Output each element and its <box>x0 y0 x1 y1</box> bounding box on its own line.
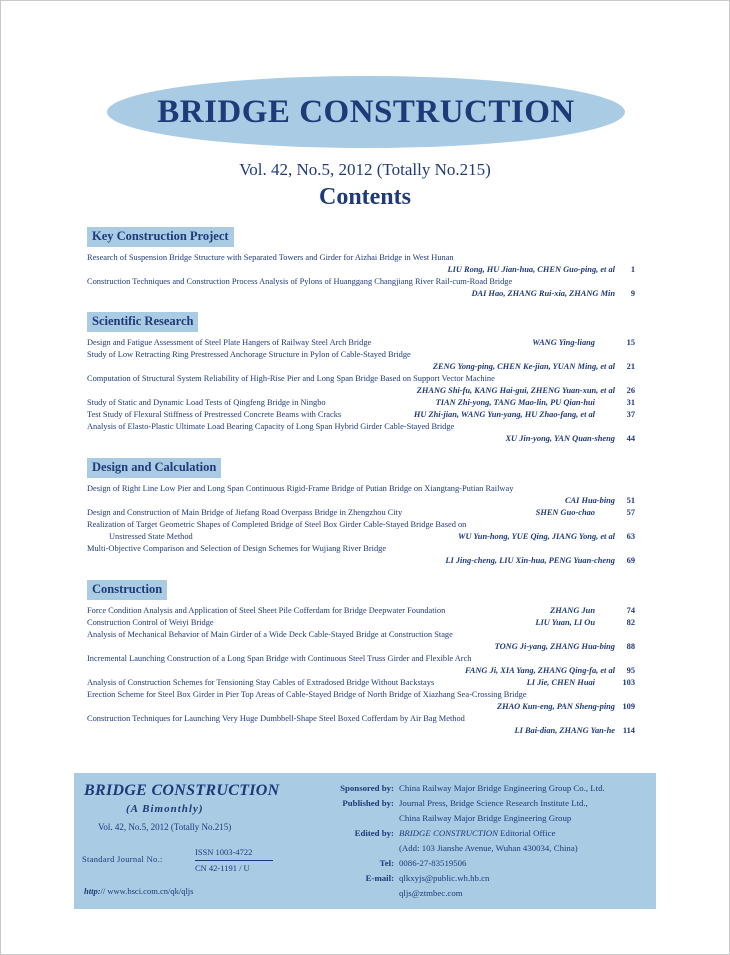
article[interactable] <box>87 421 635 445</box>
published-value-line-2: China Railway Major Bridge Engineering Group <box>399 813 572 823</box>
url-label: http: <box>84 886 101 896</box>
article-title: Design of Right Line Low Pier and Long Span Continuous Rigid-Frame Bridge of Putian Bridge on Xiangtang-Putian Railway <box>87 484 514 493</box>
edited-address: (Add: 103 Jianshe Avenue, Wuhan 430034, China) <box>399 843 578 853</box>
article-title: Force Condition Analysis and Application of Steel Sheet Pile Cofferdam for Bridge Deepwater Foundation <box>87 606 446 615</box>
article-authors: LIU Rong, HU Jian-hua, CHEN Guo-ping, et al <box>447 265 615 274</box>
article[interactable] <box>87 409 635 421</box>
section-construction <box>87 580 635 737</box>
section-heading: Key Construction Project <box>87 227 234 247</box>
article-page: 26 <box>626 386 635 395</box>
published-value-line-1: Journal Press, Bridge Science Research Institute Ltd., <box>399 798 588 808</box>
article-authors: LI Jie, CHEN Huai <box>526 678 595 687</box>
email-value-2[interactable]: qljs@ztmbec.com <box>399 888 463 898</box>
article-page: 9 <box>630 289 635 298</box>
article-page: 31 <box>626 398 635 407</box>
article-page: 114 <box>622 726 635 735</box>
article-page: 95 <box>626 666 635 675</box>
article[interactable] <box>87 543 635 567</box>
section-heading: Scientific Research <box>87 312 198 332</box>
article-title: Multi-Objective Comparison and Selection of Design Schemes for Wujiang River Bridge <box>87 544 387 553</box>
article-authors: LI Bai-dian, ZHANG Yan-he <box>514 726 615 735</box>
url-text: // www.bsci.com.cn/qk/qljs <box>100 886 194 896</box>
section-heading: Construction <box>87 580 167 600</box>
article-authors: SHEN Guo-chao <box>535 508 595 517</box>
article-page: 1 <box>630 265 635 274</box>
article-page: 57 <box>626 508 635 517</box>
article-title: Construction Control of Weiyi Bridge <box>87 618 214 627</box>
section-scientific-research <box>87 312 635 445</box>
article-page: 51 <box>626 496 635 505</box>
article[interactable] <box>87 629 635 653</box>
standard-journal-label: Standard Journal No.: <box>82 854 163 864</box>
article-title: Erection Scheme for Steel Box Girder in Pier Top Areas of Cable-Stayed Bridge of North Bridge of Xiazhang Sea-Crossing Bridge <box>87 690 527 699</box>
article[interactable] <box>87 276 635 300</box>
title-ellipse <box>107 76 625 148</box>
article-title: Test Study of Flexural Stiffness of Prestressed Concrete Beams with Cracks <box>87 410 342 419</box>
footer-volume: Vol. 42, No.5, 2012 (Totally No.215) <box>98 822 232 832</box>
article[interactable] <box>87 252 635 276</box>
article[interactable] <box>87 507 635 519</box>
article-authors: TONG Ji-yang, ZHANG Hua-bing <box>494 642 615 651</box>
article-authors: DAI Hao, ZHANG Rui-xia, ZHANG Min <box>471 289 615 298</box>
article-page: 63 <box>626 532 635 541</box>
article-authors: XU Jin-yong, YAN Quan-sheng <box>505 434 615 443</box>
article-title-continuation: Unstressed State Method <box>109 532 193 541</box>
article[interactable] <box>87 373 635 397</box>
article[interactable] <box>87 689 635 713</box>
article-authors: ZENG Yong-ping, CHEN Ke-jian, YUAN Ming, et al <box>432 362 615 371</box>
sponsored-label: Sponsored by: <box>340 783 394 793</box>
article-title: Construction Techniques and Construction Process Analysis of Pylons of Huanggang Changjiang River Rail-cum-Road Bridge <box>87 277 513 286</box>
tel-label: Tel: <box>379 858 394 868</box>
article-title: Design and Fatigue Assessment of Steel Plate Hangers of Railway Steel Arch Bridge <box>87 338 372 347</box>
footer-journal-title: BRIDGE CONSTRUCTION <box>84 782 280 799</box>
article-authors: HU Zhi-jian, WANG Yun-yang, HU Zhao-fang, et al <box>413 410 595 419</box>
tel-value: 0086-27-83519506 <box>399 858 467 868</box>
article-page: 15 <box>626 338 635 347</box>
article-title: Construction Techniques for Launching Very Huge Dumbbell-Shape Steel Boxed Cofferdam by Air Bag Method <box>87 714 465 723</box>
issn-divider <box>195 860 273 861</box>
journal-title: BRIDGE CONSTRUCTION <box>157 93 575 130</box>
article[interactable] <box>87 617 635 629</box>
article-page: 88 <box>626 642 635 651</box>
article-authors: LIU Yuan, LI Ou <box>535 618 595 627</box>
publication-info-box <box>74 773 656 909</box>
article[interactable] <box>87 337 635 349</box>
article[interactable] <box>87 519 635 543</box>
email-value-1[interactable]: qlkxyjs@public.wh.hb.cn <box>399 873 490 883</box>
article-title: Research of Suspension Bridge Structure with Separated Towers and Girder for Aizhai Bridge in West Hunan <box>87 253 454 262</box>
article[interactable] <box>87 653 635 677</box>
article-page: 69 <box>626 556 635 565</box>
article-authors: TIAN Zhi-yong, TANG Mao-lin, PU Qian-hui <box>435 398 595 407</box>
article-title: Analysis of Mechanical Behavior of Main Girder of a Wide Deck Cable-Stayed Bridge at Construction Stage <box>87 630 453 639</box>
section-key-construction-project <box>87 227 635 300</box>
section-heading: Design and Calculation <box>87 458 221 478</box>
edited-journal-name: BRIDGE CONSTRUCTION <box>399 828 498 838</box>
article-page: 82 <box>626 618 635 627</box>
article-title: Realization of Target Geometric Shapes of Completed Bridge of Steel Box Girder Cable-Stayed Bridge Based on <box>87 520 467 529</box>
article-page: 44 <box>626 434 635 443</box>
article-authors: ZHANG Shi-fu, KANG Hai-gui, ZHENG Yuan-xun, et al <box>416 386 615 395</box>
issue-line: Vol. 42, No.5, 2012 (Totally No.215) <box>239 160 491 179</box>
published-label: Published by: <box>342 798 394 808</box>
article-authors: ZHANG Jun <box>550 606 595 615</box>
article[interactable] <box>87 605 635 617</box>
article-title: Analysis of Construction Schemes for Tensioning Stay Cables of Extradosed Bridge Without Backstays <box>87 678 435 687</box>
article-authors: WANG Ying-liang <box>532 338 595 347</box>
contents-heading: Contents <box>318 184 411 210</box>
article-title: Analysis of Elasto-Plastic Ultimate Load Bearing Capacity of Long Span Hybrid Girder Cable-Stayed Bridge <box>87 422 455 431</box>
email-label: E-mail: <box>365 873 394 883</box>
article-title: Design and Construction of Main Bridge of Jiefang Road Overpass Bridge in Zhengzhou City <box>87 508 403 517</box>
article-page: 103 <box>622 678 635 687</box>
article-authors: WU Yun-hong, YUE Qing, JIANG Yong, et al <box>458 532 615 541</box>
article-page: 74 <box>626 606 635 615</box>
article-page: 37 <box>626 410 635 419</box>
article-authors: ZHAO Kun-eng, PAN Sheng-ping <box>496 702 615 711</box>
article-authors: FANG Ji, XIA Yang, ZHANG Qing-fa, et al <box>464 666 615 675</box>
section-design-and-calculation <box>87 458 635 567</box>
edited-office: Editorial Office <box>497 828 556 838</box>
article-title: Incremental Launching Construction of a Long Span Bridge with Continuous Steel Truss Girder and Flexible Arch <box>87 654 472 663</box>
article-authors: CAI Hua-bing <box>564 496 615 505</box>
cn-number: CN 42-1191 / U <box>195 863 250 873</box>
article[interactable] <box>87 713 635 737</box>
article-authors: LI Jing-cheng, LIU Xin-hua, PENG Yuan-cheng <box>445 556 615 565</box>
article[interactable] <box>87 483 635 507</box>
article[interactable] <box>87 677 635 689</box>
article[interactable] <box>87 397 635 409</box>
article-title: Study of Low Retracting Ring Prestressed Anchorage Structure in Pylon of Cable-Stayed Bridge <box>87 350 411 359</box>
footer-frequency: (A Bimonthly) <box>126 803 204 815</box>
article-page: 109 <box>622 702 635 711</box>
edited-value <box>399 827 555 839</box>
article-title: Study of Static and Dynamic Load Tests of Qingfeng Bridge in Ningbo <box>87 398 326 407</box>
article-page: 21 <box>626 362 635 371</box>
website-link[interactable] <box>84 886 193 896</box>
article-title: Computation of Structural System Reliability of High-Rise Pier and Long Span Bridge Based on Support Vector Machine <box>87 374 495 383</box>
issn: ISSN 1003-4722 <box>195 847 253 857</box>
sponsored-value: China Railway Major Bridge Engineering Group Co., Ltd. <box>399 783 605 793</box>
article[interactable] <box>87 349 635 373</box>
edited-label: Edited by: <box>354 828 394 838</box>
